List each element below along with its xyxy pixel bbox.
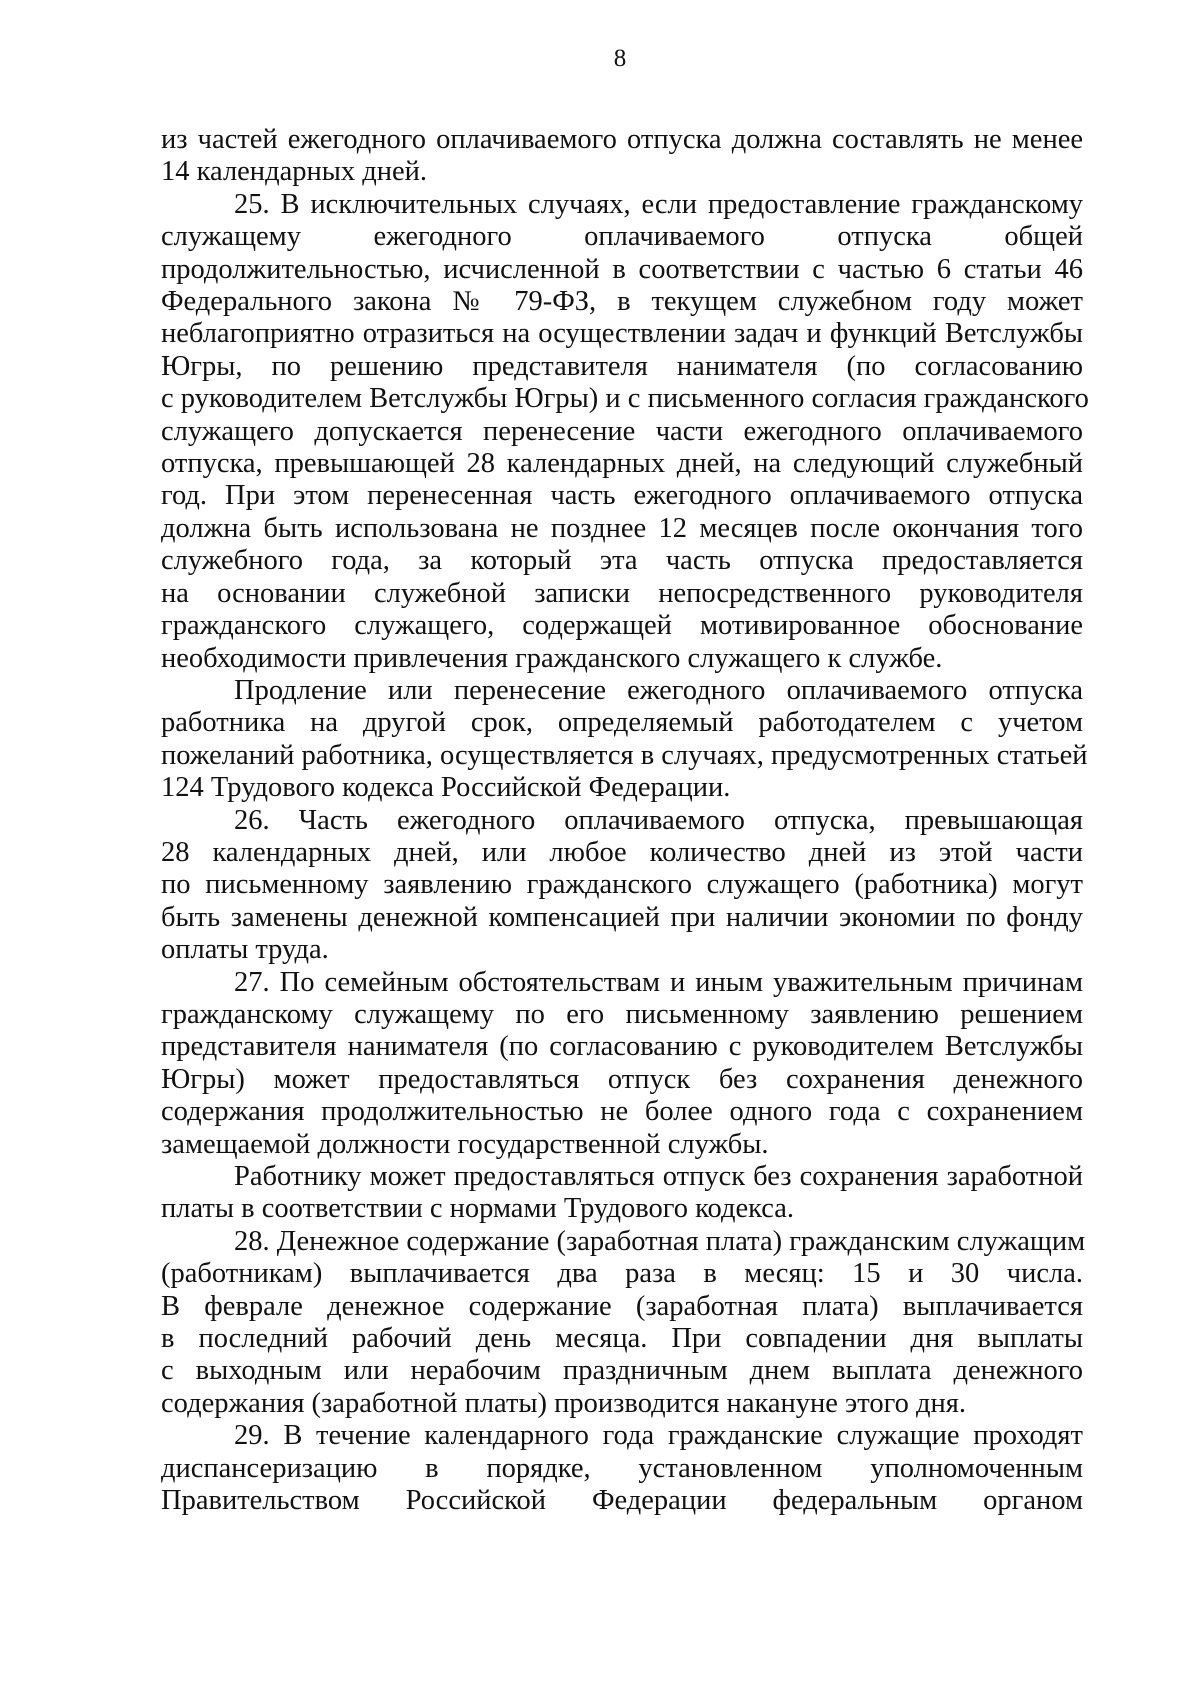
text-line: 27. По семейным обстоятельствам и иным уважительным причинам [234, 966, 1083, 998]
text-line: должна быть использована не позднее 12 месяцев после окончания того [161, 512, 1083, 544]
text-line: с руководителем Ветслужбы Югры) и с письменного согласия гражданского [161, 383, 1089, 415]
text-line: 124 Трудового кодекса Российской Федерации. [161, 772, 731, 804]
page-number: 8 [613, 45, 627, 72]
text-line: 28. Денежное содержание (заработная плата) гражданским служащим [234, 1225, 1086, 1257]
text-line: Югры, по решению представителя нанимателя (по согласованию [161, 350, 1083, 382]
text-line: В феврале денежное содержание (заработная плата) выплачивается [161, 1290, 1083, 1322]
text-line: замещаемой должности государственной службы. [161, 1128, 769, 1160]
text-line: 25. В исключительных случаях, если предоставление гражданскому [234, 188, 1083, 220]
text-line: пожеланий работника, осуществляется в случаях, предусмотренных статьей [161, 739, 1088, 771]
document-body [161, 124, 1089, 1517]
text-line: платы в соответствии с нормами Трудового кодекса. [161, 1193, 795, 1225]
text-line: 29. В течение календарного года гражданские служащие проходят [234, 1420, 1083, 1452]
text-line: по письменному заявлению гражданского служащего (работника) могут [161, 869, 1083, 901]
text-line: содержания (заработной платы) производится накануне этого дня. [161, 1387, 966, 1419]
text-line: служащему ежегодного оплачиваемого отпуска общей [161, 221, 1083, 253]
text-line: представителя нанимателя (по согласованию с руководителем Ветслужбы [161, 1031, 1083, 1063]
text-line: диспансеризацию в порядке, установленном уполномоченным [161, 1452, 1083, 1484]
text-line: Федерального закона № 79-ФЗ, в текущем служебном году может [161, 286, 1083, 318]
text-line: содержания продолжительностью не более одного года с сохранением [161, 1096, 1083, 1128]
text-line: Работнику может предоставляться отпуск без сохранения заработной [234, 1161, 1083, 1192]
text-line: необходимости привлечения гражданского служащего к службе. [161, 642, 943, 674]
text-line: 14 календарных дней. [161, 156, 428, 188]
text-line: гражданскому служащему по его письменному заявлению решением [161, 998, 1083, 1030]
text-line: быть заменены денежной компенсацией при наличии экономии по фонду [161, 901, 1083, 933]
text-line: продолжительностью, исчисленной в соответствии с частью 6 статьи 46 [161, 253, 1083, 285]
text-line: на основании служебной записки непосредственного руководителя [161, 577, 1083, 609]
text-line: оплаты труда. [161, 934, 329, 966]
text-line: год. При этом перенесенная часть ежегодного оплачиваемого отпуска [161, 480, 1083, 512]
text-line: в последний рабочий день месяца. При совпадении дня выплаты [161, 1323, 1083, 1355]
text-line: Югры) может предоставляться отпуск без сохранения денежного [161, 1063, 1083, 1095]
text-line: служащего допускается перенесение части ежегодного оплачиваемого [161, 415, 1083, 447]
text-line: отпуска, превышающей 28 календарных дней, на следующий служебный [161, 448, 1083, 480]
text-line: Правительством Российской Федерации федеральным органом [161, 1485, 1083, 1517]
text-line: гражданского служащего, содержащей мотивированное обоснование [161, 610, 1083, 642]
text-line: 26. Часть ежегодного оплачиваемого отпуска, превышающая [234, 804, 1083, 836]
text-line: 28 календарных дней, или любое количество дней из этой части [161, 836, 1083, 868]
text-line: неблагоприятно отразиться на осуществлении задач и функций Ветслужбы [161, 318, 1083, 350]
text-line: из частей ежегодного оплачиваемого отпуска должна составлять не менее [161, 124, 1083, 155]
text-line: работника на другой срок, определяемый работодателем с учетом [161, 707, 1083, 739]
text-line: служебного года, за который эта часть отпуска предоставляется [161, 545, 1083, 577]
text-line: с выходным или нерабочим праздничным днем выплата денежного [161, 1355, 1083, 1387]
text-line: Продление или перенесение ежегодного оплачиваемого отпуска [234, 674, 1083, 706]
text-line: (работникам) выплачивается два раза в месяц: 15 и 30 числа. [161, 1258, 1083, 1290]
